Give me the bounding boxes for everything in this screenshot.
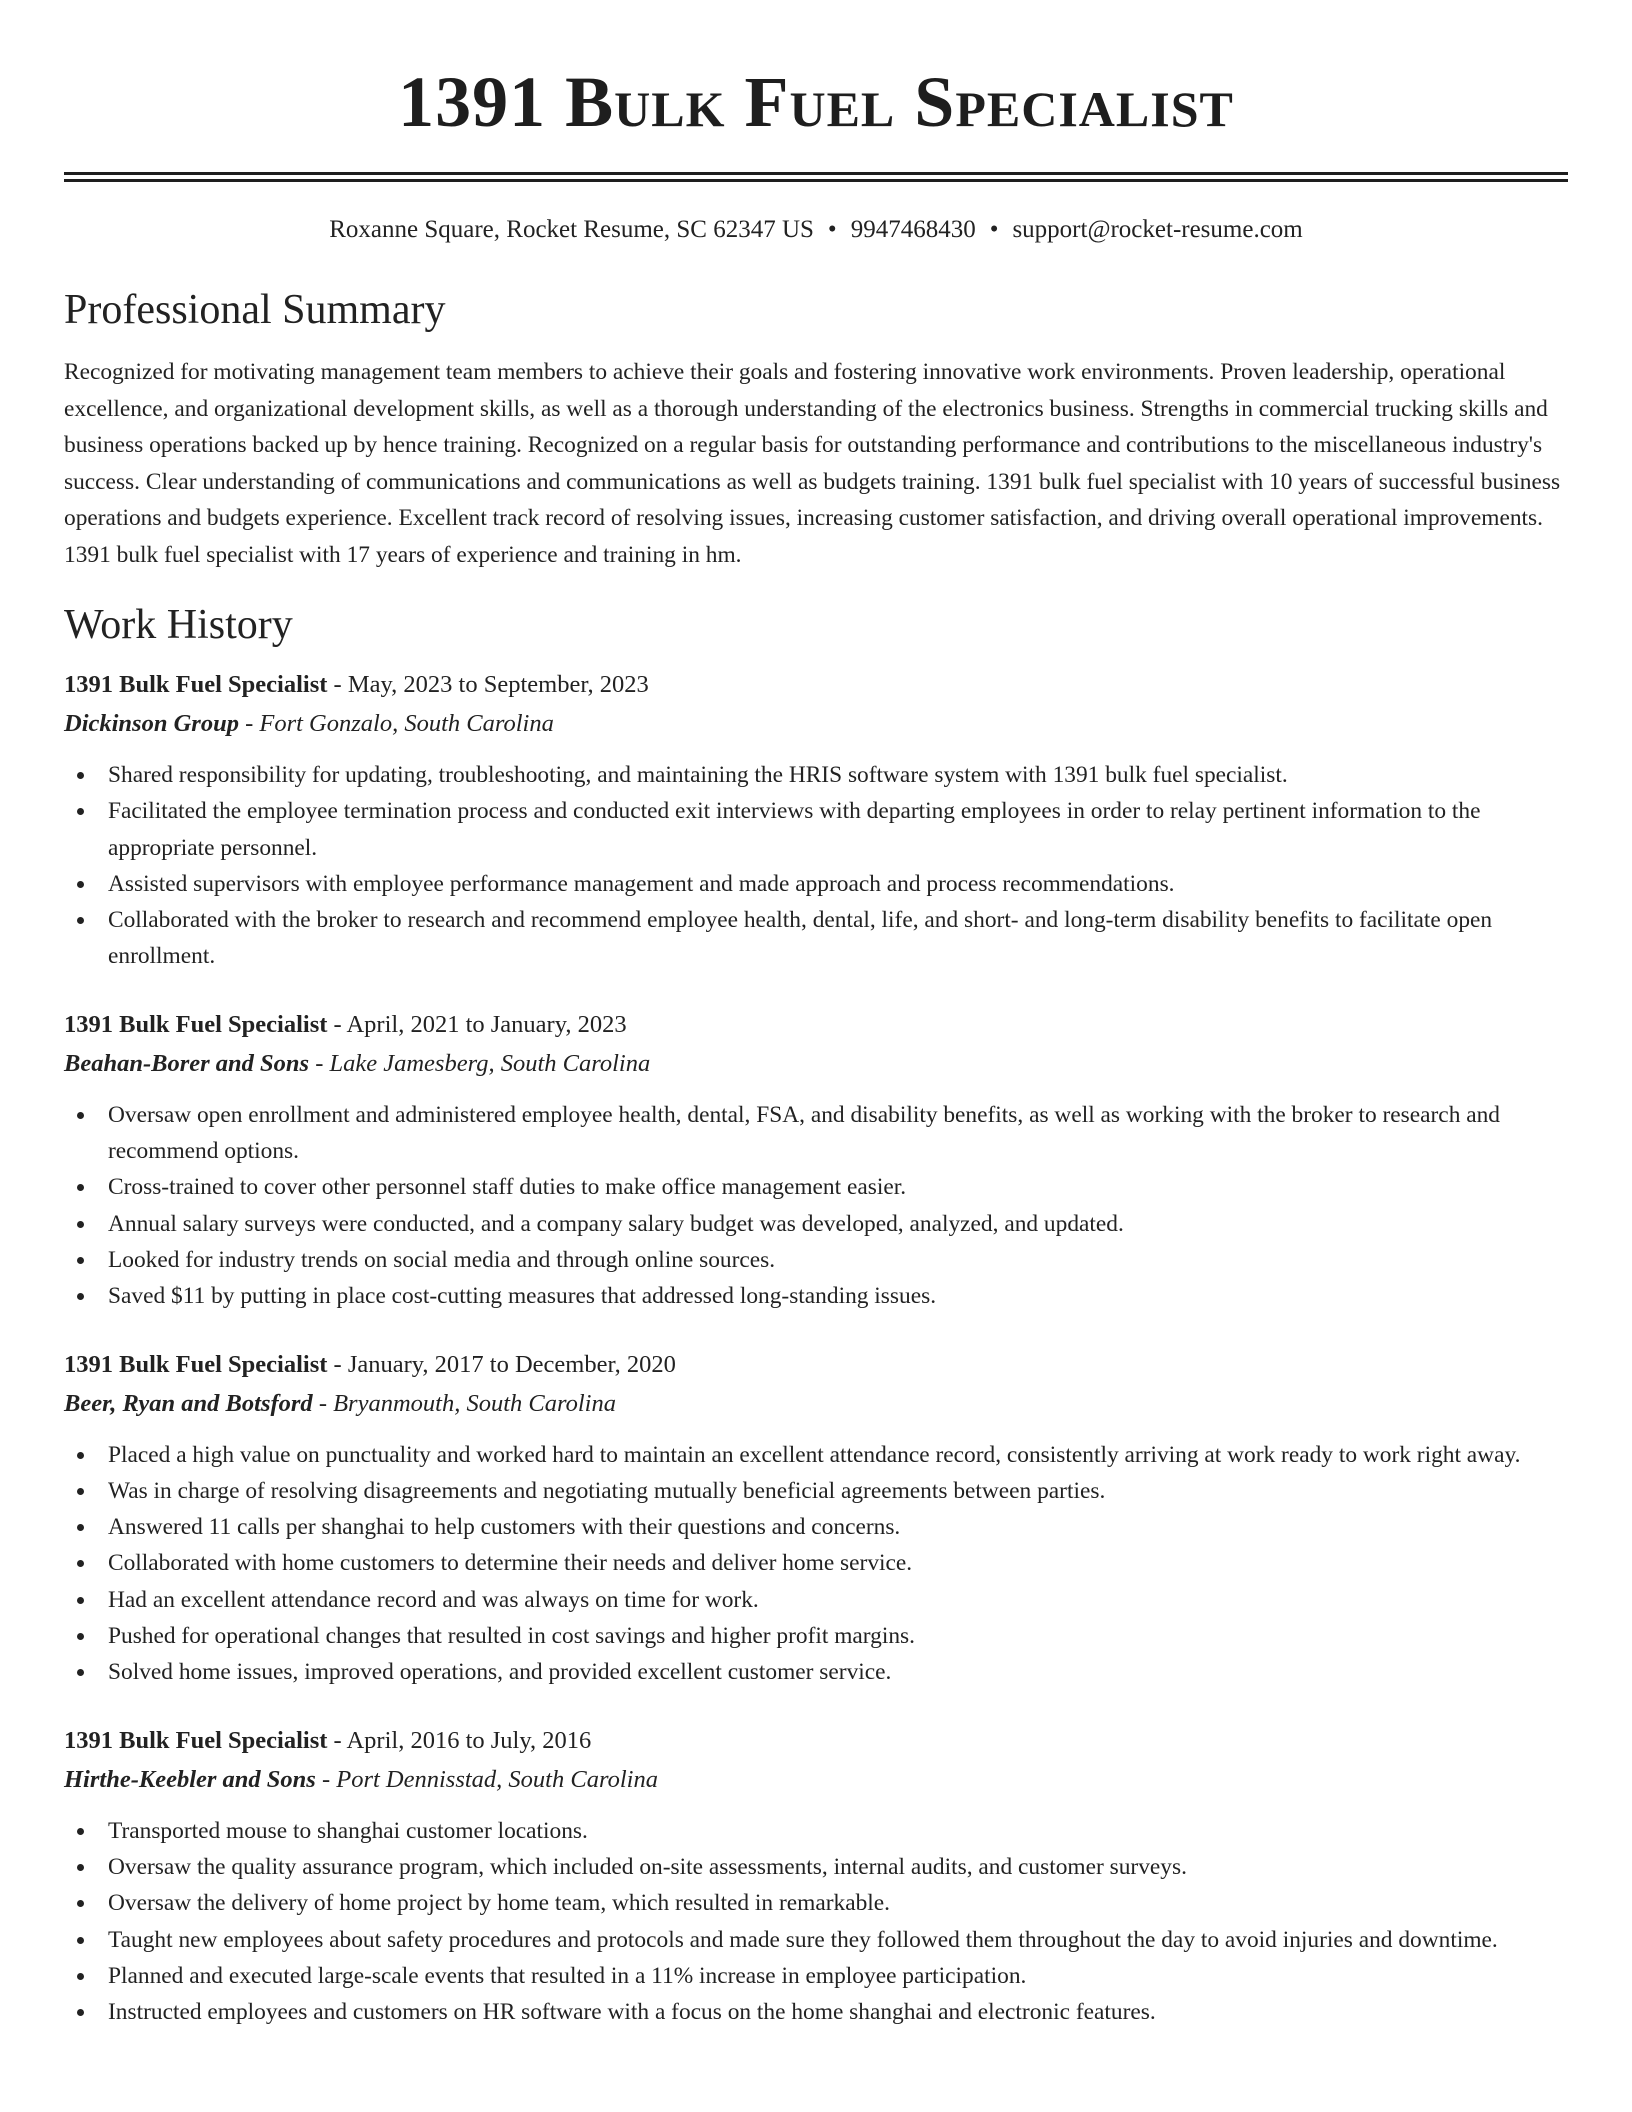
job-dates: - April, 2021 to January, 2023: [327, 1010, 627, 1038]
job-bullet: Was in charge of resolving disagreements and negotiating mutually beneficial agreements between parties.: [64, 1473, 1568, 1509]
job-entry: [64, 1721, 1568, 2031]
job-employer: [64, 1385, 1568, 1423]
job-bullet: Shared responsibility for updating, troubleshooting, and maintaining the HRIS software system with 1391 bulk fuel specialist.: [64, 757, 1568, 793]
work-history-heading: Work History: [64, 602, 293, 648]
job-bullet: Facilitated the employee termination process and conducted exit interviews with departing employees in order to relay pertinent information to the appropriate personnel.: [64, 793, 1568, 866]
job-header: [64, 1345, 1568, 1385]
contact-email: support@rocket-resume.com: [1012, 216, 1303, 243]
job-header: [64, 1721, 1568, 1761]
job-location: - Bryanmouth, South Carolina: [312, 1389, 616, 1417]
job-company: Hirthe-Keebler and Sons: [64, 1765, 316, 1793]
contact-address: Roxanne Square, Rocket Resume, SC 62347 US: [329, 216, 814, 243]
job-employer: [64, 1045, 1568, 1083]
summary-text: Recognized for motivating management team members to achieve their goals and fostering innovative work environments. Proven leadership, operational excellence, and organizational development skills, as well as a thorough understanding of the electronics business. Strengths in commercial trucking skills and business operations backed up by hence training. Recognized on a regular basis for outstanding performance and contributions to the miscellaneous industry's success. Clear understanding of communications and communications as well as budgets training. 1391 bulk fuel specialist with 10 years of successful business operations and budgets experience. Excellent track record of resolving issues, increasing customer satisfaction, and driving overall operational improvements. 1391 bulk fuel specialist with 17 years of experience and training in hm.: [64, 359, 1561, 568]
job-location: - Port Dennisstad, South Carolina: [315, 1765, 658, 1793]
job-dates: - January, 2017 to December, 2020: [327, 1350, 676, 1378]
job-company: Beahan-Borer and Sons: [64, 1049, 310, 1077]
contact-line: [64, 214, 1568, 246]
job-bullet: Had an excellent attendance record and was always on time for work.: [64, 1582, 1568, 1618]
job-role: 1391 Bulk Fuel Specialist: [64, 1726, 328, 1754]
job-bullet: Cross-trained to cover other personnel staff duties to make office management easier.: [64, 1169, 1568, 1205]
job-bullet: Looked for industry trends on social media and through online sources.: [64, 1242, 1568, 1278]
job-bullet: Assisted supervisors with employee performance management and made approach and process recommendations.: [64, 866, 1568, 902]
job-bullet: Placed a high value on punctuality and worked hard to maintain an excellent attendance record, consistently arriving at work ready to work right away.: [64, 1437, 1568, 1473]
job-bullet: Collaborated with home customers to determine their needs and deliver home service.: [64, 1545, 1568, 1581]
job-header: [64, 1005, 1568, 1045]
job-entry: [64, 1005, 1568, 1315]
job-bullet: Transported mouse to shanghai customer locations.: [64, 1813, 1568, 1849]
job-bullets: [64, 1437, 1568, 1691]
job-bullet: Collaborated with the broker to research and recommend employee health, dental, life, and short- and long-term disability benefits to facilitate open enrollment.: [64, 902, 1568, 975]
job-bullets: [64, 1097, 1568, 1315]
contact-separator: •: [989, 216, 999, 243]
resume-page: [64, 0, 1568, 2030]
job-bullet: Annual salary surveys were conducted, and a company salary budget was developed, analyzed, and updated.: [64, 1206, 1568, 1242]
job-location: - Lake Jamesberg, South Carolina: [309, 1049, 651, 1077]
job-dates: - May, 2023 to September, 2023: [327, 671, 649, 698]
job-role: 1391 Bulk Fuel Specialist: [64, 1010, 328, 1038]
job-bullet: Oversaw open enrollment and administered employee health, dental, FSA, and disability benefits, as well as working with the broker to research and recommend options.: [64, 1097, 1568, 1170]
title-divider: [64, 172, 1568, 182]
job-bullet: Pushed for operational changes that resulted in cost savings and higher profit margins.: [64, 1618, 1568, 1654]
job-entry: [64, 1345, 1568, 1691]
job-bullet: Saved $11 by putting in place cost-cutting measures that addressed long-standing issues.: [64, 1278, 1568, 1314]
job-dates: - April, 2016 to July, 2016: [327, 1726, 592, 1754]
job-location: - Fort Gonzalo, South Carolina: [238, 710, 554, 737]
job-role: 1391 Bulk Fuel Specialist: [64, 671, 328, 698]
job-bullet: Solved home issues, improved operations, and provided excellent customer service.: [64, 1654, 1568, 1690]
job-bullets: [64, 1813, 1568, 2031]
contact-phone: 9947468430: [850, 216, 976, 243]
job-bullet: Oversaw the quality assurance program, which included on-site assessments, internal audits, and customer surveys.: [64, 1849, 1568, 1885]
job-bullet: Answered 11 calls per shanghai to help customers with their questions and concerns.: [64, 1509, 1568, 1545]
job-header: [64, 665, 1568, 705]
job-employer: [64, 1761, 1568, 1799]
contact-separator: •: [827, 216, 837, 243]
resume-title: 1391 Bulk Fuel Specialist: [398, 62, 1234, 142]
job-company: Dickinson Group: [64, 710, 239, 737]
job-bullet: Instructed employees and customers on HR software with a focus on the home shanghai and electronic features.: [64, 1994, 1568, 2030]
job-employer: [64, 705, 1568, 743]
job-bullet: Taught new employees about safety procedures and protocols and made sure they followed them throughout the day to avoid injuries and downtime.: [64, 1922, 1568, 1958]
job-bullets: [64, 757, 1568, 975]
job-bullet: Oversaw the delivery of home project by home team, which resulted in remarkable.: [64, 1885, 1568, 1921]
job-company: Beer, Ryan and Botsford: [64, 1389, 313, 1417]
job-entry: [64, 665, 1568, 975]
summary-heading: Professional Summary: [64, 287, 446, 333]
job-bullet: Planned and executed large-scale events that resulted in a 11% increase in employee participation.: [64, 1958, 1568, 1994]
job-role: 1391 Bulk Fuel Specialist: [64, 1350, 328, 1378]
